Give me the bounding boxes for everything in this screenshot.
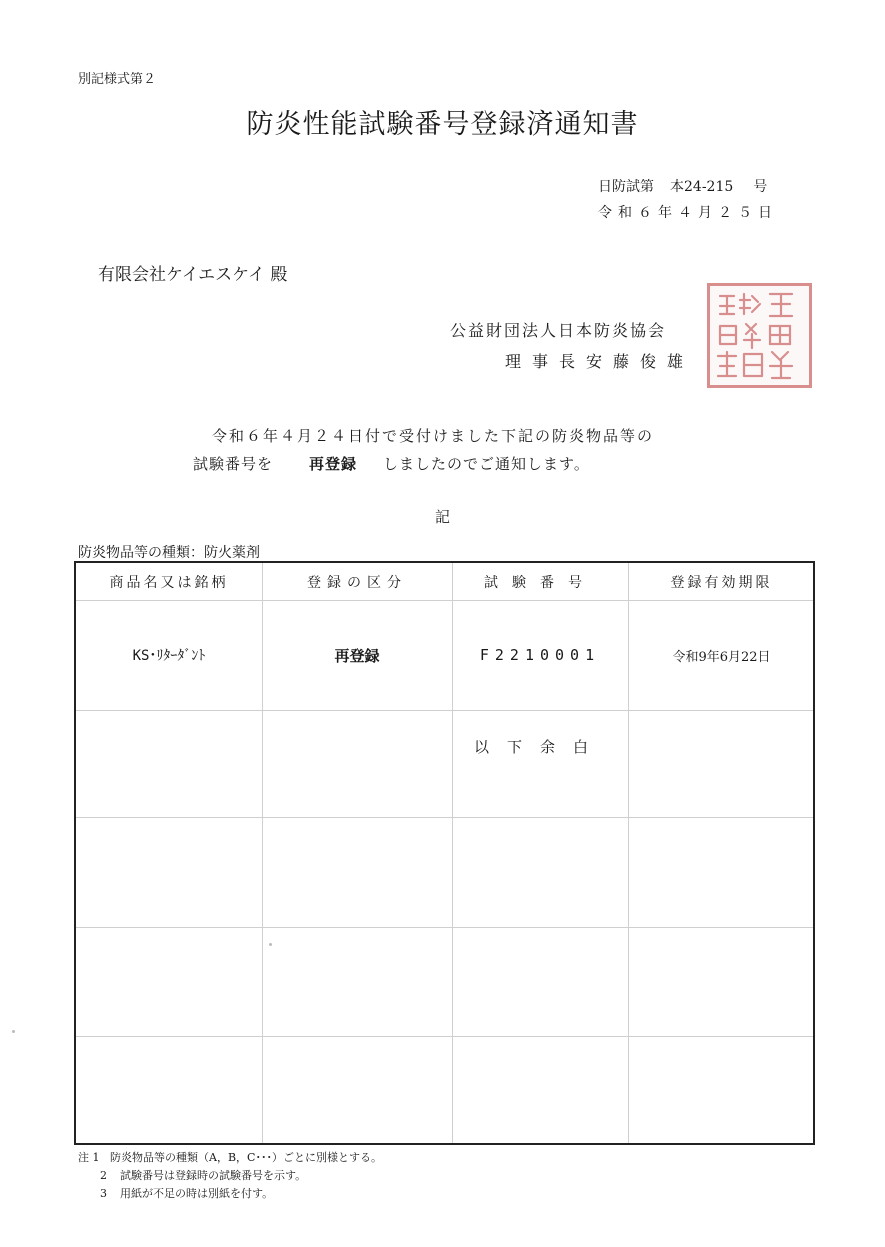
- cell-product-name: KS･ﾘﾀｰﾀﾞﾝﾄ: [132, 648, 206, 664]
- reference-suffix: 号: [753, 179, 768, 195]
- official-seal-stamp: [707, 283, 812, 388]
- notice-body-line-1: 令和６年４月２４日付で受付けました下記の防炎物品等の: [212, 427, 655, 445]
- notice-body-suffix: しましたのでご通知します。: [383, 455, 590, 473]
- cell-test-number: F2210001: [479, 646, 601, 664]
- header-registration-type: 登録の区分: [307, 574, 407, 591]
- row-divider: [76, 710, 813, 711]
- notice-body-emphasis: 再登録: [309, 455, 358, 473]
- cell-expiry: 令和9年6月22日: [672, 649, 771, 665]
- footnote-text: 防炎物品等の種類（A，B，C･･･）ごとに別様とする。: [110, 1151, 382, 1164]
- reference-number-line: [598, 176, 767, 196]
- row-divider: [76, 927, 813, 928]
- blank-below-note: 以下余白: [473, 737, 606, 756]
- footnote-text: 試験番号は登録時の試験番号を示す。: [120, 1169, 307, 1182]
- scan-speck: [269, 943, 272, 946]
- footnotes: [78, 1149, 382, 1203]
- footnote-item: [78, 1185, 382, 1203]
- cell-registration-type: 再登録: [334, 646, 380, 665]
- footnote-number: 3: [100, 1187, 107, 1200]
- issuer-title-name: 理事長安藤俊雄: [505, 352, 695, 371]
- header-test-number: 試験番号: [484, 574, 596, 591]
- notice-body-line-2: [193, 453, 590, 474]
- reference-number: 本24-215: [670, 179, 734, 195]
- row-divider: [76, 817, 813, 818]
- notice-body-prefix: 試験番号を: [193, 455, 274, 473]
- footnote-text: 用紙が不足の時は別紙を付す。: [120, 1187, 274, 1200]
- ki-heading: 記: [434, 508, 450, 526]
- header-expiry: 登録有効期限: [670, 574, 773, 591]
- form-label: 別記様式第２: [78, 72, 157, 87]
- recipient: 有限会社ケイエスケイ 殿: [98, 265, 288, 285]
- scan-speck: [12, 1030, 15, 1033]
- seal-stamp-icon: [710, 286, 809, 385]
- footnote-number: 2: [100, 1169, 107, 1182]
- footnote-item: [78, 1149, 382, 1167]
- footnote-number: 注 1: [78, 1151, 100, 1164]
- reference-prefix: 日防試第: [598, 179, 654, 195]
- row-divider: [76, 1036, 813, 1037]
- document-title: 防炎性能試験番号登録済通知書: [246, 109, 639, 140]
- issuer-organization: 公益財団法人日本防炎協会: [450, 321, 667, 340]
- footnote-item: [78, 1167, 382, 1185]
- registration-table: [74, 561, 815, 1145]
- header-product-name: 商品名又は銘柄: [109, 574, 229, 591]
- product-category: 防炎物品等の種類：防火薬剤: [78, 545, 260, 561]
- issue-date: 令和６年４月２５日: [598, 205, 778, 221]
